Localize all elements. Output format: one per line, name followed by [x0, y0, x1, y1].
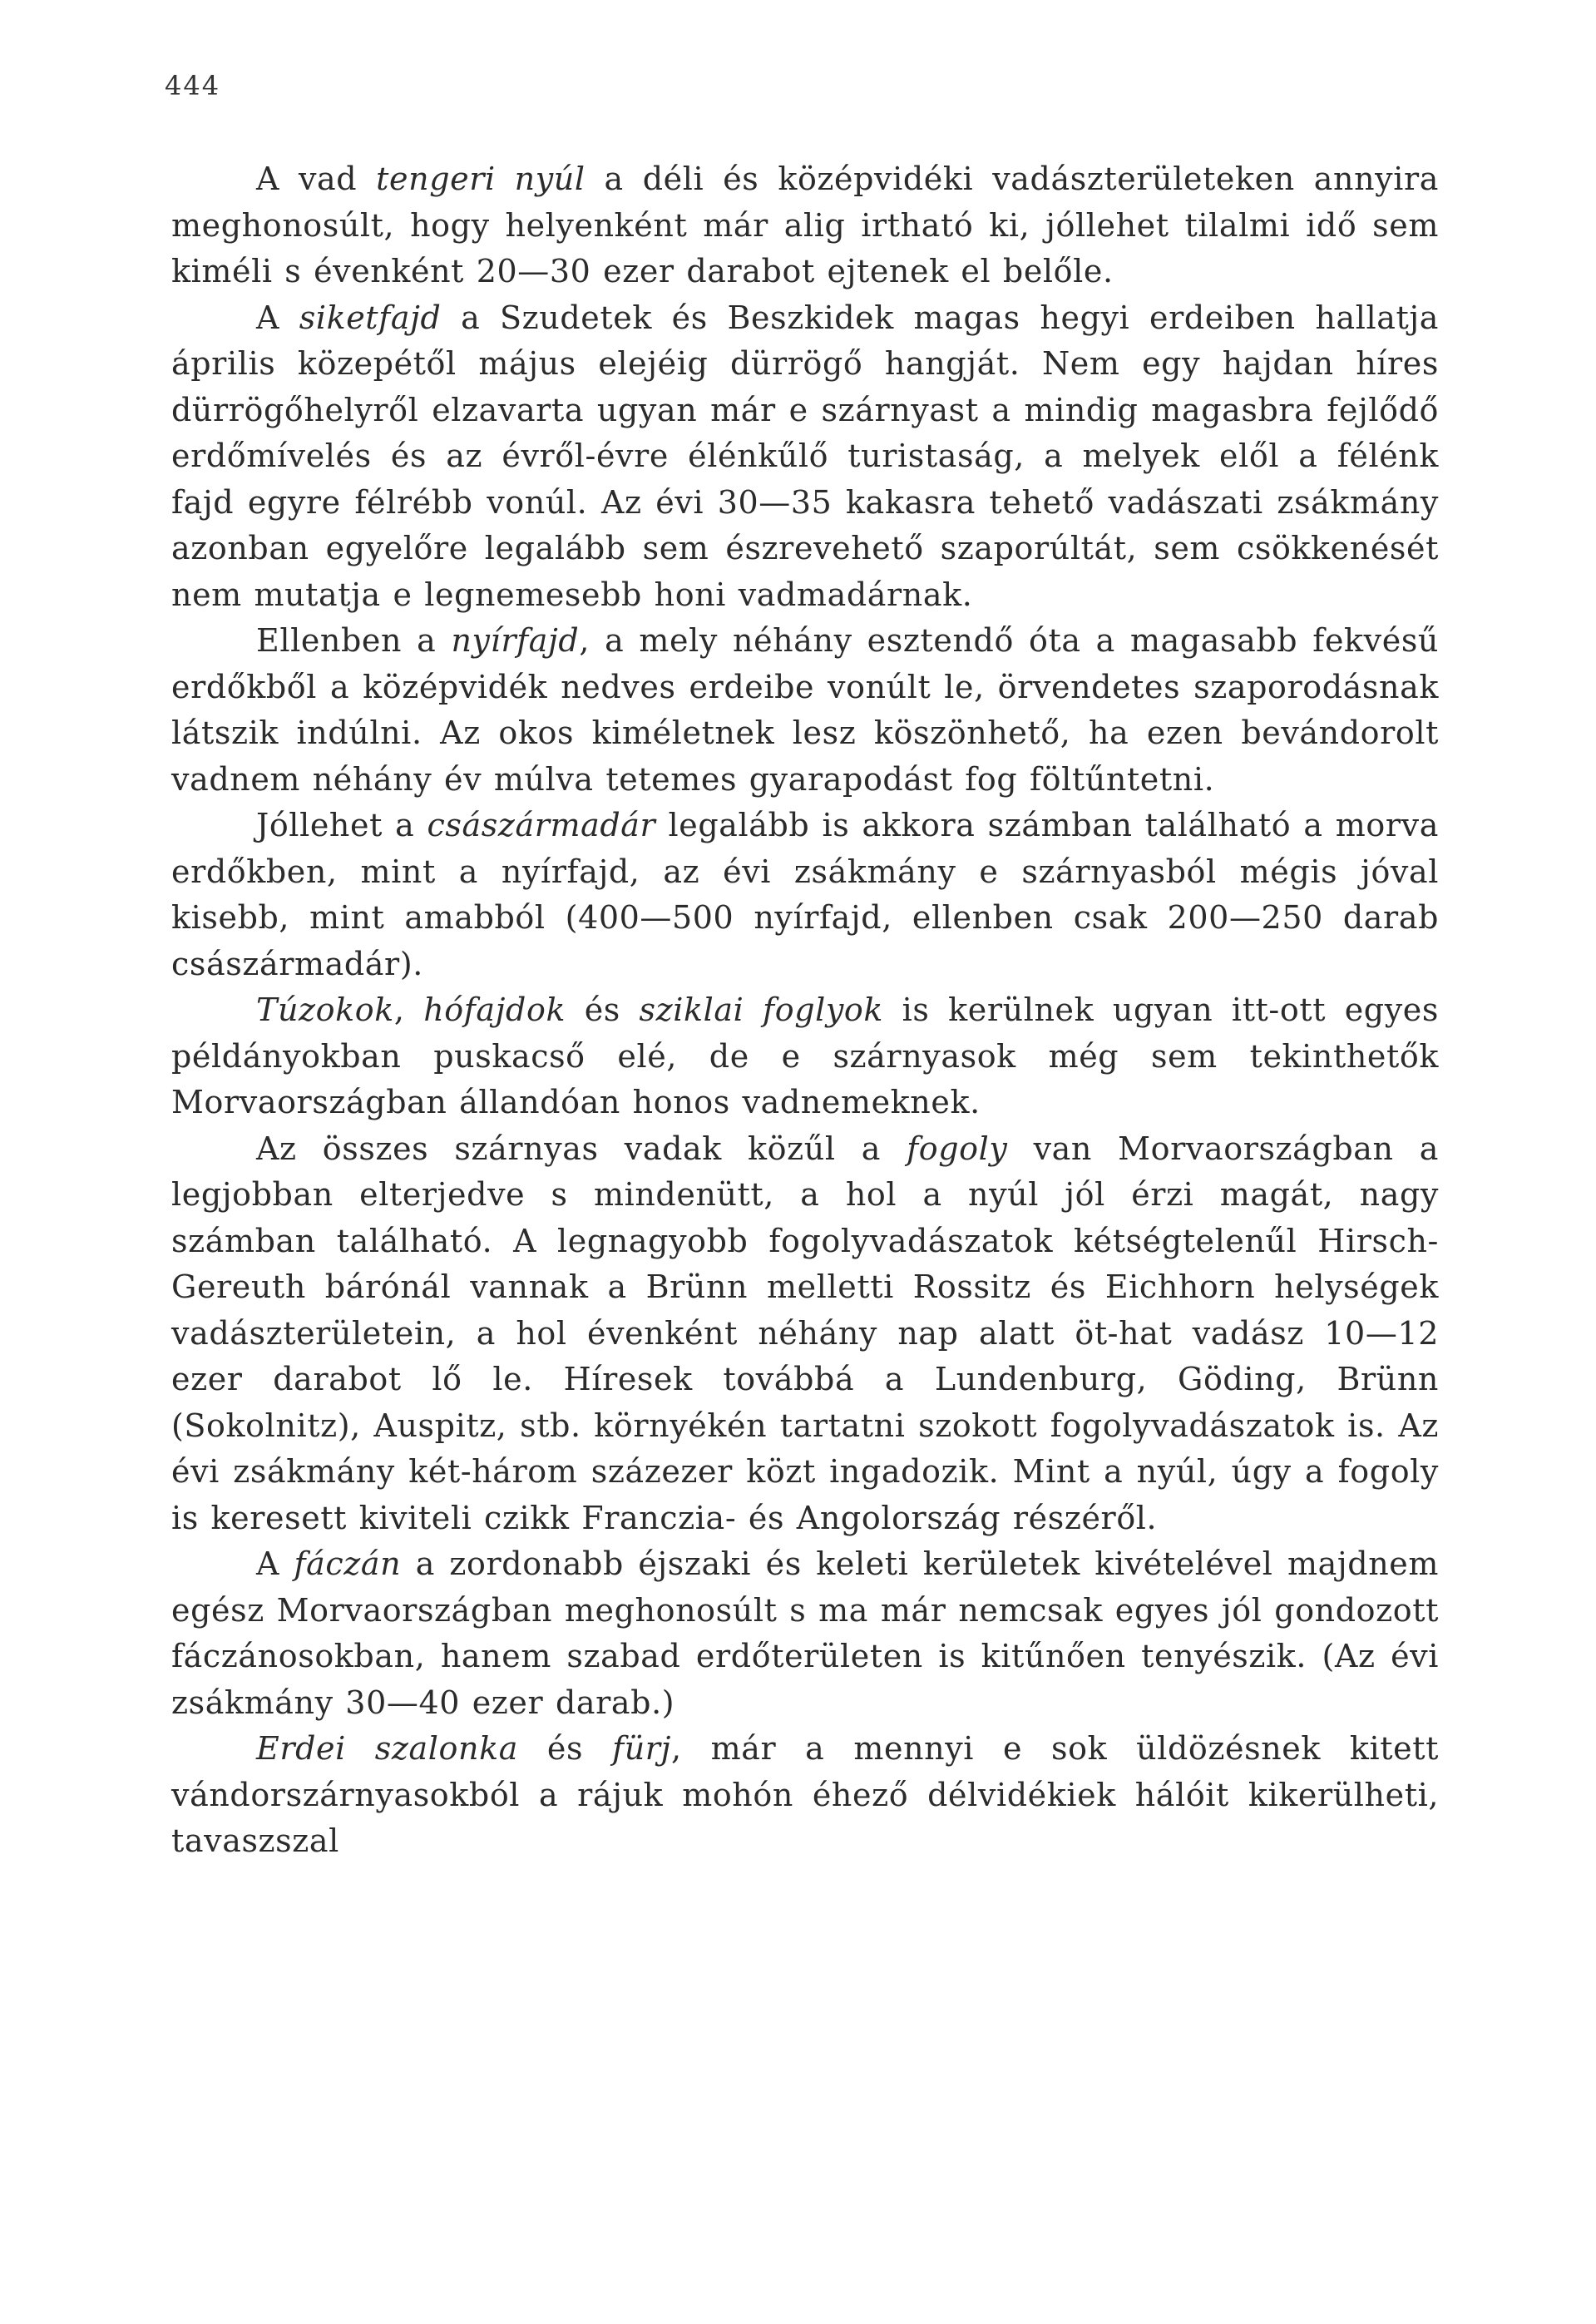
italic-term: fogoly: [907, 1130, 1008, 1167]
paragraph-siketfajd: A siketfajd a Szudetek és Beszkidek magas hegyi erdeiben hallatja április közepétől május elejéig dürrögő hangját. Nem egy hajdan híres dürrögőhelyről elzavarta ugyan már e szárnyast a mindig magasbra fejlődő erdőmívelés és az évről-évre élénkűlő turistaság, a melyek elől a félénk fajd egyre félrébb vonúl. Az évi 30—35 kakasra tehető vadászati zsákmány azonban egyelőre legalább sem észrevehető szaporúltát, sem csökkenését nem mutatja e legnemesebb honi vadmadárnak.: [171, 299, 1439, 613]
paragraph-tengeri-nyul: A vad tengeri nyúl a déli és középvidéki vadászterületeken annyira meghonosúlt, hogy helyenként már alig irtható ki, jóllehet tilalmi idő sem kiméli s évenként 20—30 ezer darabot ejtenek el belőle.: [171, 161, 1439, 289]
paragraph-erdei-szalonka: Erdei szalonka és fürj, már a mennyi e sok üldözésnek kitett vándorszárnyasokból a rájuk mohón éhező délvidékiek hálóit kikerülheti, tavaszszal: [171, 1730, 1440, 1859]
paragraph-faczan: A fáczán a zordonabb éjszaki és keleti kerületek kivételével majdnem egész Morvaországban meghonosúlt s ma már nemcsak egyes jól gondozott fáczánosokban, hanem szabad erdőterületen is kitűnően tenyészik. (Az évi zsákmány 30—40 ezer darab.): [171, 1545, 1439, 1721]
italic-term: siketfajd: [299, 299, 442, 336]
italic-term: császármadár: [427, 807, 656, 843]
italic-term: fürj: [612, 1730, 671, 1767]
italic-term: tengeri nyúl: [376, 161, 586, 197]
paragraph-csaszarmadar: Jóllehet a császármadár legalább is akkora számban található a morva erdőkben, mint a nyírfajd, az évi zsákmány e szárnyasból mégis jóval kisebb, mint amabból (400—500 nyírfajd, ellenben csak 200—250 darab császármadár).: [171, 807, 1439, 982]
italic-term: sziklai foglyok: [639, 991, 884, 1028]
italic-term: Túzokok: [256, 991, 394, 1028]
body-text: [171, 156, 1439, 1865]
paragraph-tuzokok: Túzokok, hófajdok és sziklai foglyok is kerülnek ugyan itt-ott egyes példányokban puskacső elé, de e szárnyasok még sem tekinthetők Morvaországban állandóan honos vadnemeknek.: [171, 991, 1439, 1120]
paragraph-nyirfajd: Ellenben a nyírfajd, a mely néhány esztendő óta a magasabb fekvésű erdőkből a középvidék nedves erdeibe vonúlt le, örvendetes szaporodásnak látszik indúlni. Az okos kiméletnek lesz köszönhető, ha ezen bevándorolt vadnem néhány év múlva tetemes gyarapodást fog föltűntetni.: [171, 622, 1439, 798]
italic-term: Erdei szalonka: [256, 1730, 518, 1767]
italic-term: fáczán: [294, 1545, 402, 1582]
page-number: 444: [165, 70, 221, 101]
italic-term: nyírfajd: [451, 622, 580, 659]
italic-term: hófajdok: [423, 991, 566, 1028]
paragraph-fogoly: Az összes szárnyas vadak közűl a fogoly van Morvaországban a legjobban elterjedve s mindenütt, a hol a nyúl jól érzi magát, nagy számban található. A legnagyobb fogolyvadászatok kétségtelenűl Hirsch-Gereuth bárónál vannak a Brünn melletti Rossitz és Eichhorn helységek vadászterületein, a hol évenként néhány nap alatt öt-hat vadász 10—12 ezer darabot lő le. Híresek továbbá a Lundenburg, Göding, Brünn (Sokolnitz), Auspitz, stb. környékén tartatni szokott fogolyvadászatok is. Az évi zsákmány két-három százezer közt ingadozik. Mint a nyúl, úgy a fogoly is keresett kiviteli czikk Franczia- és Angolország részéről.: [171, 1130, 1439, 1536]
